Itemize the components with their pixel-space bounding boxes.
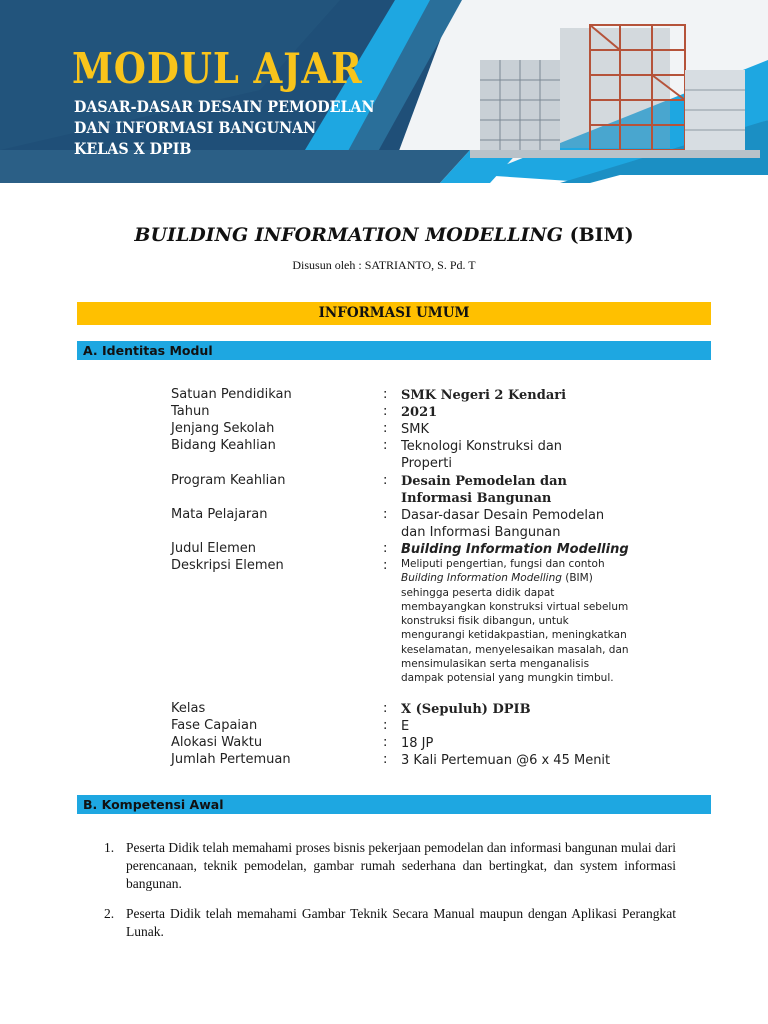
identity-label: Jumlah Pertemuan <box>171 752 291 767</box>
identity-label: Satuan Pendidikan <box>171 387 292 402</box>
document-title-italic: BUILDING INFORMATION MODELLING <box>134 224 563 246</box>
module-subtitle-line-3: KELAS X DPIB <box>74 139 192 158</box>
separator: : <box>383 404 388 419</box>
identity-label: Alokasi Waktu <box>171 735 263 750</box>
identity-label: Fase Capaian <box>171 718 258 733</box>
identity-label: Tahun <box>171 404 210 419</box>
module-subtitle-line-1: DASAR-DASAR DESAIN PEMODELAN <box>74 97 375 116</box>
list-item-text: Peserta Didik telah memahami Gambar Teknik Secara Manual maupun dengan Aplikasi Perangkat Lunak. <box>126 906 676 939</box>
identity-value: SMK <box>401 422 429 437</box>
identity-value: 3 Kali Pertemuan @6 x 45 Menit <box>401 753 611 768</box>
separator: : <box>383 752 388 767</box>
document-title-suffix: (BIM) <box>563 224 634 246</box>
identity-value: Dasar-dasar Desain Pemodelan dan Informasi Bangunan <box>401 508 605 540</box>
identity-label: Deskripsi Elemen <box>171 558 284 573</box>
separator: : <box>383 421 388 436</box>
identity-value: SMK Negeri 2 Kendari <box>401 388 567 403</box>
description-part: Meliputi pengertian, fungsi dan contoh <box>401 558 605 570</box>
identity-value-description <box>401 557 631 686</box>
identity-label: Bidang Keahlian <box>171 438 276 453</box>
separator: : <box>383 387 388 402</box>
list-item <box>104 905 676 941</box>
identity-value: X (Sepuluh) DPIB <box>401 702 531 717</box>
author-line: Disusun oleh : SATRIANTO, S. Pd. T <box>292 258 476 272</box>
identity-value: E <box>401 719 410 734</box>
identity-label: Kelas <box>171 701 206 716</box>
identity-value: Teknologi Konstruksi dan Properti <box>401 439 563 471</box>
description-part-italic: Building Information Modelling <box>401 572 562 585</box>
identity-value: 2021 <box>401 405 438 420</box>
separator: : <box>383 473 388 488</box>
separator: : <box>383 541 388 556</box>
separator: : <box>383 507 388 522</box>
list-number: 1. <box>104 840 115 855</box>
module-subtitle-line-2: DAN INFORMASI BANGUNAN <box>74 118 317 137</box>
identity-value: Building Information Modelling <box>401 542 629 557</box>
cover-header <box>0 0 768 210</box>
competence-list <box>104 839 676 953</box>
identity-label: Mata Pelajaran <box>171 507 268 522</box>
identity-label: Judul Elemen <box>171 541 257 556</box>
separator: : <box>383 718 388 733</box>
section-heading-module-identity: A. Identitas Modul <box>77 341 711 360</box>
identity-label: Program Keahlian <box>171 473 286 488</box>
identity-value: 18 JP <box>401 736 434 751</box>
identity-label: Jenjang Sekolah <box>171 421 275 436</box>
document-title <box>0 224 768 246</box>
section-heading-initial-competence: B. Kompetensi Awal <box>77 795 711 814</box>
separator: : <box>383 438 388 453</box>
list-item <box>104 839 676 893</box>
list-number: 2. <box>104 906 115 921</box>
section-heading-general-info: INFORMASI UMUM <box>77 302 711 325</box>
module-title: MODUL AJAR <box>72 44 363 93</box>
separator: : <box>383 735 388 750</box>
separator: : <box>383 701 388 716</box>
list-item-text: Peserta Didik telah memahami proses bisnis pekerjaan pemodelan dan informasi bangunan mulai dari perencanaan, teknik pemodelan, gambar rumah sederhana dan bertingkat, dan system informasi bangunan. <box>126 840 676 891</box>
description-part: (BIM) sehingga peserta didik dapat membayangkan konstruksi virtual sebelum konstruksi fisik dibangun, untuk mengurangi ketidakpastian, meningkatkan keselamatan, menyelesaikan masalah, dan mensimulasikan serta menganalisis dampak potensial yang mungkin timbul. <box>401 572 629 685</box>
identity-value: Desain Pemodelan dan Informasi Bangunan <box>401 474 567 506</box>
separator: : <box>383 558 388 573</box>
